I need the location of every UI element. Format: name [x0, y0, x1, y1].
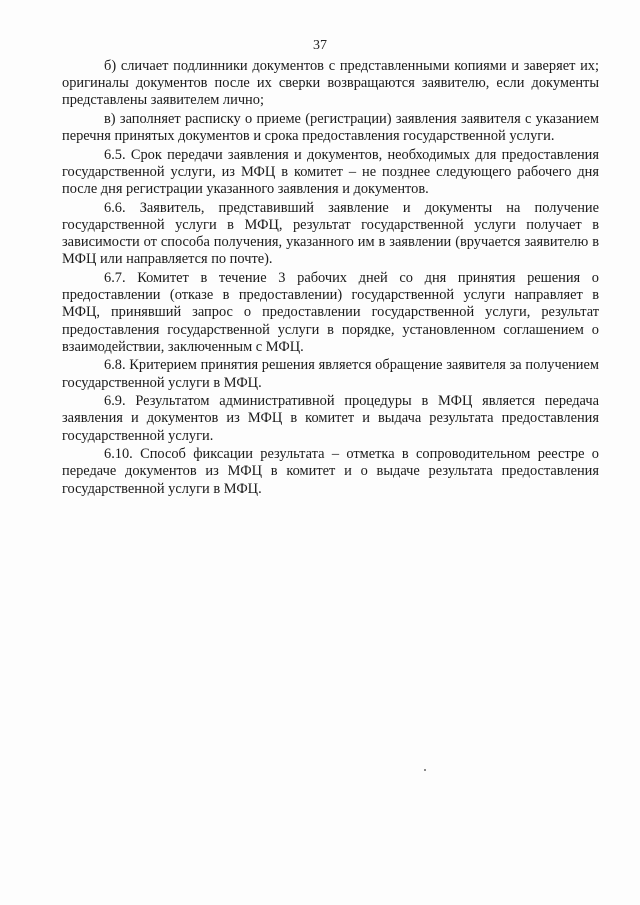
document-body: [62, 58, 599, 499]
paragraph-6-6: 6.6. Заявитель, представивший заявление и документы на получение государственной услуги в МФЦ, результат государственной услуги получает в зависимости от способа получения, указанного им в заявлении (вручается заявителю в МФЦ или направляется по почте).: [62, 199, 599, 268]
paragraph-6-9: 6.9. Результатом административной процедуры в МФЦ является передача заявления и документов из МФЦ в комитет и выдача результата предоставления государственной услуги.: [62, 393, 599, 444]
paragraph-v: в) заполняет расписку о приеме (регистрации) заявления заявителя с указанием перечня принятых документов и срока предоставления государственной услуги.: [62, 111, 599, 145]
paragraph-b: б) сличает подлинники документов с представленными копиями и заверяет их; оригиналы документов после их сверки возвращаются заявителю, если документы представлены заявителем лично;: [62, 58, 599, 109]
scan-speck: [424, 769, 426, 771]
paragraph-6-8: 6.8. Критерием принятия решения является обращение заявителя за получением государственной услуги в МФЦ.: [62, 357, 599, 391]
paragraph-6-10: 6.10. Способ фиксации результата – отметка в сопроводительном реестре о передаче документов из МФЦ в комитет и о выдаче результата предоставления государственной услуги в МФЦ.: [62, 446, 599, 497]
page-number: 37: [313, 38, 327, 53]
paragraph-6-7: 6.7. Комитет в течение 3 рабочих дней со дня принятия решения о предоставлении (отказе в предоставлении) государственной услуги направляет в МФЦ, принявший запрос о предоставлении государственной услуги, результат предоставления государственной услуги в порядке, установленном соглашением о взаимодействии, заключенным с МФЦ.: [62, 270, 599, 355]
paragraph-6-5: 6.5. Срок передачи заявления и документов, необходимых для предоставления государственной услуги, из МФЦ в комитет – не позднее следующего рабочего дня после дня регистрации указанного заявления и документов.: [62, 146, 599, 198]
